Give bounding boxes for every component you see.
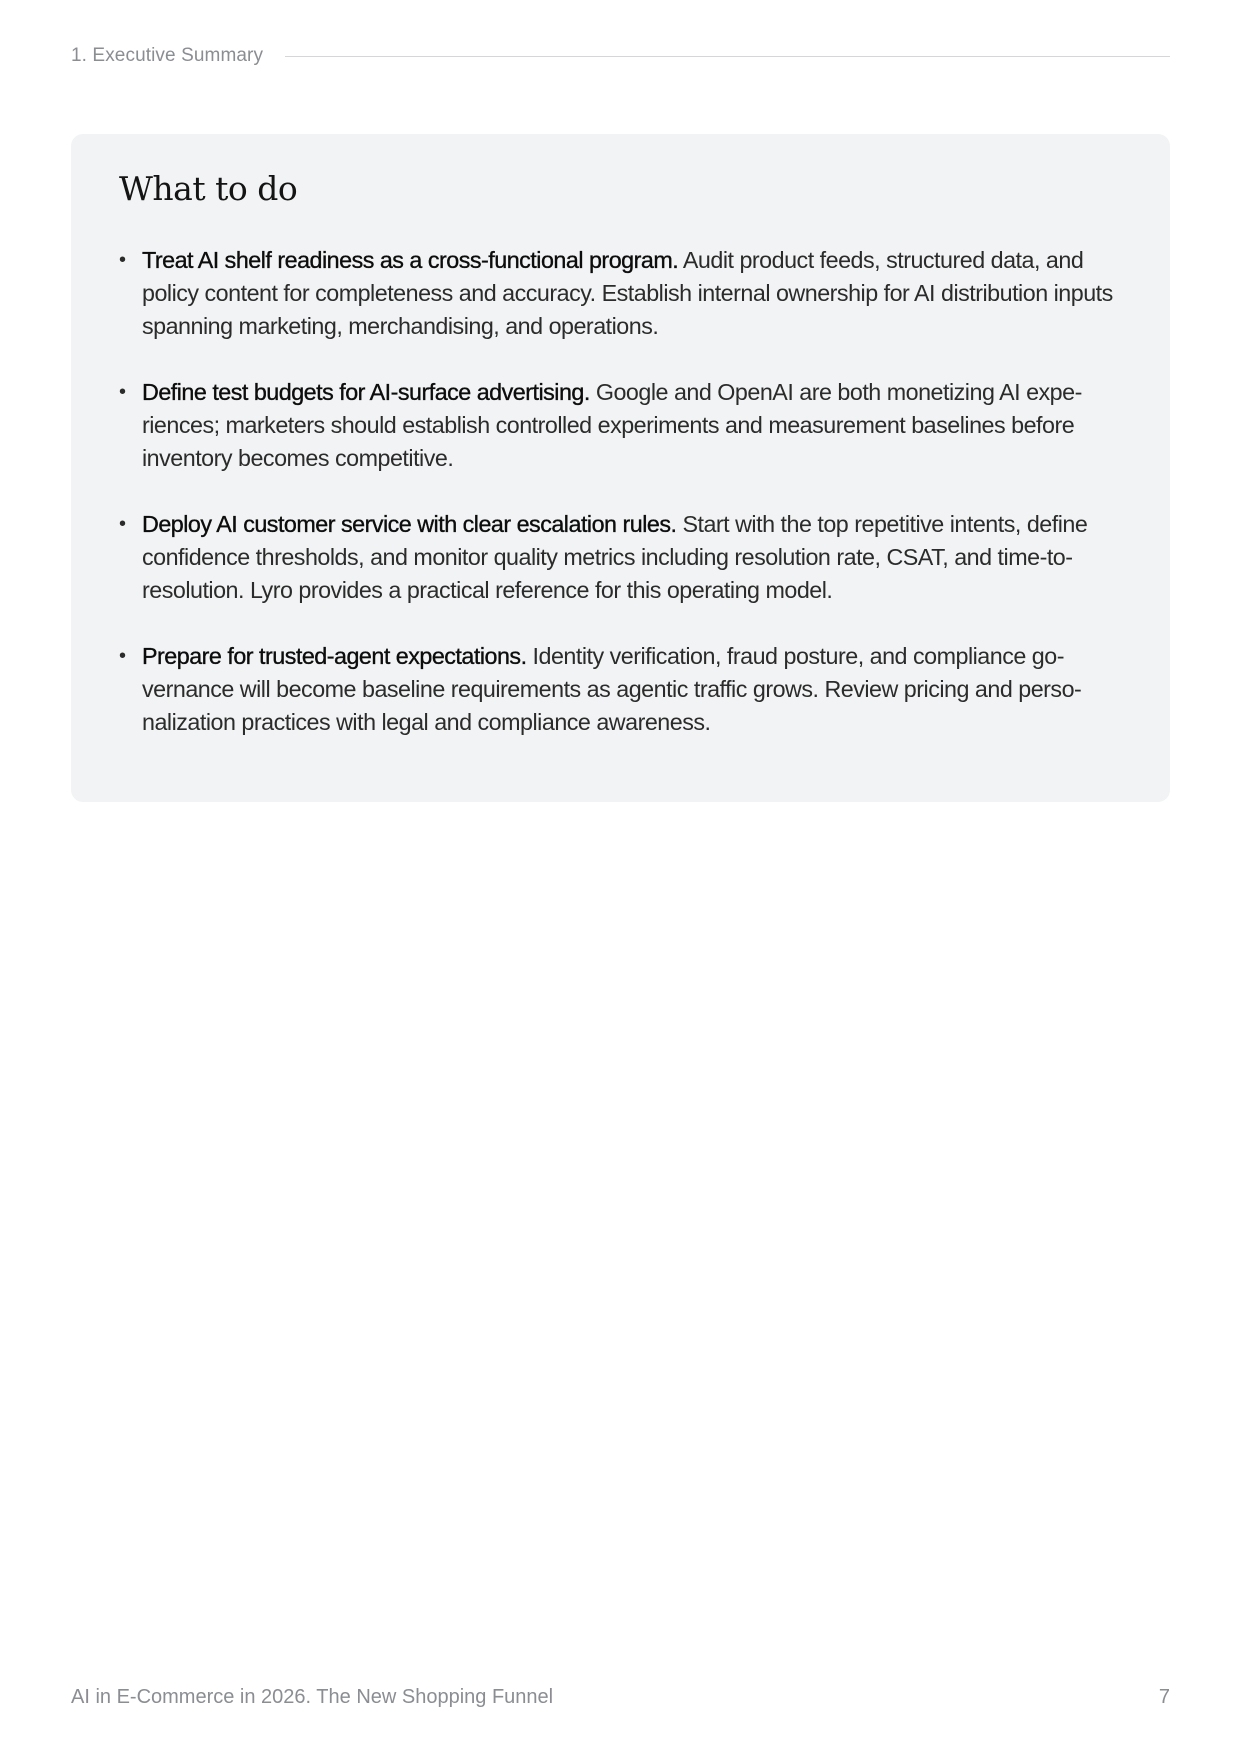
recommendation-text: Start with the top repetitive intents, define confidence thresholds, and monitor quality metrics including resolution rate, CSAT, and time-to-resolution. Lyro provides a practical reference for this operating model.	[142, 510, 1088, 603]
recommendation-item	[119, 640, 1124, 739]
recommendation-item	[119, 508, 1124, 607]
what-to-do-callout	[71, 134, 1170, 802]
bullet-icon: •	[119, 380, 126, 403]
header-rule	[285, 56, 1170, 57]
recommendation-item	[119, 244, 1124, 343]
bullet-icon: •	[119, 512, 126, 535]
page-footer	[71, 1686, 1170, 1709]
recommendation-lead: Treat AI shelf readiness as a cross-functional program.	[142, 246, 679, 273]
section-label: 1. Executive Summary	[71, 45, 264, 66]
page-number: 7	[1158, 1686, 1170, 1708]
recommendation-item	[119, 376, 1124, 475]
bullet-icon: •	[119, 644, 126, 667]
running-header	[71, 42, 1170, 70]
recommendation-lead: Define test budgets for AI-surface advertising.	[142, 378, 590, 405]
recommendation-lead: Prepare for trusted-agent expectations.	[142, 642, 527, 669]
bullet-icon: •	[119, 248, 126, 271]
recommendation-text: Audit product feeds, structured data, and policy content for completeness and accuracy. Establish internal ownership for AI distribution inputs spanning marketing, merchandising, and operations.	[142, 246, 1113, 339]
recommendation-text: Identity verification, fraud posture, and compliance governance will become baseline requirements as agentic traffic grows. Review pricing and personalization practices with legal and compliance awareness.	[142, 642, 1082, 735]
footer-document-title: AI in E-Commerce in 2026. The New Shopping Funnel	[71, 1686, 554, 1708]
recommendation-lead: Deploy AI customer service with clear escalation rules.	[142, 510, 677, 537]
recommendation-list	[119, 244, 1124, 739]
recommendation-text: Google and OpenAI are both monetizing AI experiences; marketers should establish controlled experiments and measurement baselines before inventory becomes competitive.	[142, 378, 1083, 471]
callout-title: What to do	[119, 169, 298, 208]
